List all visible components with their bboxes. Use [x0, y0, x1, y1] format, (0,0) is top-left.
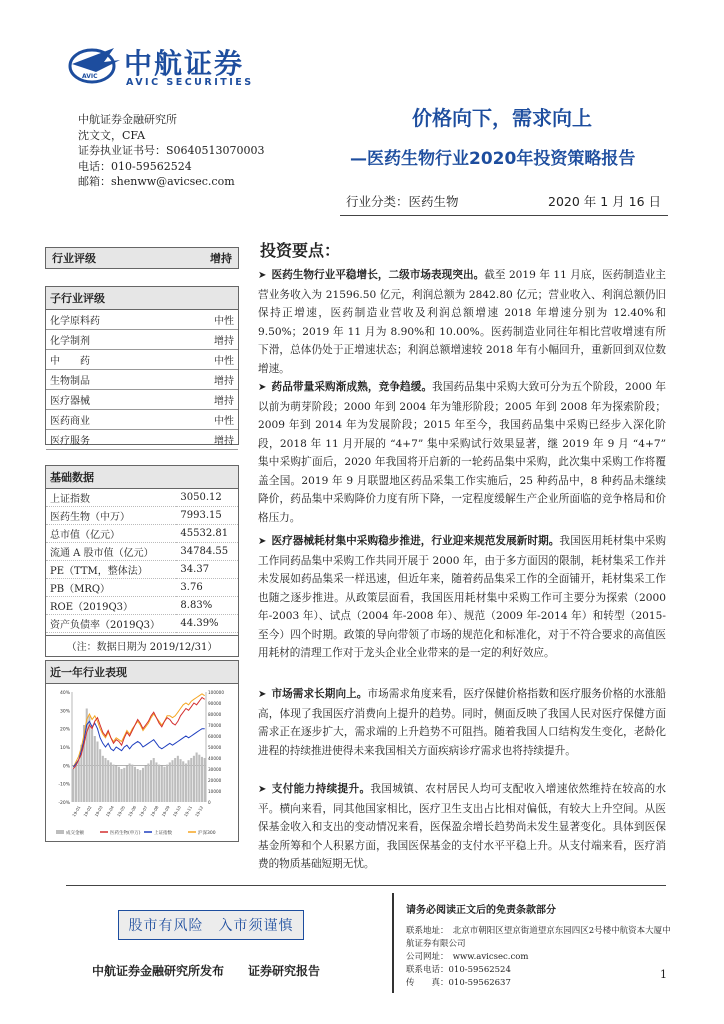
volume-bar — [134, 767, 136, 802]
volume-bar — [115, 766, 117, 802]
volume-bar — [193, 756, 195, 802]
volume-bar — [94, 736, 96, 802]
paragraph-text: 我国药品集中采购大致可分为五个阶段，2000 年以前为萌芽阶段；2000 年到 2004 年为雏形阶段；2005 年到 2008 年为探索阶段；2009 年到 2014 年为发展阶段；2015 年至今，我国药品集中采购已经步入深化阶段，2018 年 11 月开展的 “4+7” 集中采购试行效果显著，继 2019 年 9 月 “4+7” 集中采购扩面后，2020 年我国将开启新的一轮药品集中采购，此次集中采购工作将覆盖全国。2019 年 9 月联盟地区药品采集工作实施后，25 种药品中，8 种药品未继续降价，药品集中采购降价力度有所下降，一定程度缓解生产企业所面临的竞争格局和价格压力。 — [258, 381, 667, 524]
rating-box — [45, 247, 239, 269]
report-title: 价格向下，需求向上 — [412, 106, 592, 130]
sub-rating-value: 增持 — [175, 370, 238, 390]
volume-bar — [166, 765, 168, 802]
y-tick-label: 20% — [59, 727, 70, 733]
license: 证券执业证书号：S0640513070003 — [78, 144, 265, 157]
volume-bar — [131, 765, 133, 802]
x-tick-label: 19-04 — [104, 804, 115, 818]
y2-tick-label: 70000 — [208, 723, 222, 728]
basic-value: 45532.81 — [176, 525, 238, 543]
x-tick-label: 19-03 — [93, 804, 104, 818]
volume-bar — [107, 760, 109, 802]
basic-value: 3.76 — [176, 579, 238, 597]
volume-bar — [188, 760, 190, 802]
sub-rating-box — [45, 286, 239, 445]
volume-bar — [185, 764, 187, 803]
volume-bar — [113, 765, 115, 802]
fax: 传 真：010-59562637 — [406, 978, 511, 988]
volume-bar — [102, 756, 104, 802]
volume-bar — [88, 716, 90, 802]
sub-rating-value: 增持 — [175, 390, 238, 410]
arrow-bullet-icon: ➤ — [258, 689, 267, 700]
table-row — [46, 615, 238, 633]
basic-value: 34784.55 — [176, 543, 238, 561]
plane-text: AVIC — [82, 73, 98, 80]
legend-label: 医药生物(申万) — [110, 831, 141, 836]
volume-bar — [104, 758, 106, 802]
logo — [66, 40, 256, 90]
basic-value: 44.39% — [176, 615, 238, 633]
publisher: 中航证券金融研究所发布 证券研究报告 — [92, 964, 321, 978]
volume-bar — [158, 765, 160, 802]
paragraph-text: 我国城镇、农村居民人均可支配收入增速依然维持在较高的水平。横向来看，同其他国家相比，医疗卫生支出占比相对偏低，有较大上升空间。从医保基金收入和支出的变动情况来看，医保盈余增长趋势尚未发生显著变化。具体到医保基金所筹和个人积累方面，我国医保基金的支付水平平稳上升。从支付端来看，医疗消费的物质基础短期无忧。 — [258, 783, 667, 870]
y2-tick-label: 80000 — [208, 712, 222, 717]
basic-name: PB（MRQ） — [46, 579, 176, 597]
paragraph-lead: 支付能力持续提升。 — [271, 783, 371, 795]
basic-value: 34.37 — [176, 561, 238, 579]
website[interactable]: 公司网址： www.avicsec.com — [406, 952, 529, 962]
y-tick-label: -20% — [58, 801, 70, 806]
body-paragraph — [258, 780, 666, 874]
volume-bar — [99, 749, 101, 802]
legend-label: 沪深300 — [198, 831, 216, 836]
data-note: （注：数据日期为 2019/12/31） — [46, 635, 238, 653]
basic-data-title: 基础数据 — [46, 466, 238, 489]
basic-name: 上证指数 — [46, 489, 176, 507]
arrow-bullet-icon: ➤ — [258, 270, 267, 281]
paragraph-lead: 医药生物行业平稳增长，二级市场表现突出。 — [271, 269, 485, 281]
volume-bar — [169, 762, 171, 802]
report-date: 2020 年 1 月 16 日 — [548, 194, 662, 209]
basic-value: 7993.15 — [176, 507, 238, 525]
volume-bar — [150, 760, 152, 802]
paragraph-lead: 市场需求长期向上。 — [271, 688, 368, 700]
sub-rating-name: 化学制剂 — [46, 330, 175, 350]
sub-rating-value: 中性 — [175, 410, 238, 430]
arrow-bullet-icon: ➤ — [258, 784, 267, 795]
volume-bar — [145, 766, 147, 802]
volume-bar — [204, 758, 206, 802]
sub-rating-name: 医疗服务 — [46, 430, 175, 450]
logo-cn: 中航证券 — [124, 47, 245, 80]
table-row — [46, 370, 238, 390]
y2-tick-label: 30000 — [208, 767, 222, 772]
volume-bar — [182, 761, 184, 802]
plane-icon — [66, 42, 122, 86]
table-row — [46, 579, 238, 597]
y2-tick-label: 90000 — [208, 701, 222, 706]
arrow-bullet-icon: ➤ — [258, 536, 267, 547]
body-paragraph — [258, 685, 666, 760]
rating-value: 增持 — [210, 252, 232, 265]
basic-name: 总市值（亿元） — [46, 525, 176, 543]
volume-bar — [201, 757, 203, 802]
volume-bar — [129, 764, 131, 803]
rating-label: 行业评级 — [52, 252, 96, 265]
sub-rating-value: 中性 — [175, 310, 238, 330]
x-tick-label: 19-08 — [149, 804, 160, 818]
legend-label: 上证指数 — [154, 831, 172, 836]
perf-title: 近一年行业表现 — [46, 661, 238, 684]
volume-bar — [123, 768, 125, 802]
body-paragraph — [258, 378, 666, 527]
y2-tick-label: 50000 — [208, 745, 222, 750]
body-heading: 投资要点： — [260, 241, 341, 260]
table-row — [46, 525, 238, 543]
logo-en: AVIC SECURITIES — [126, 77, 254, 88]
sub-rating-name: 化学原料药 — [46, 310, 175, 330]
perf-chart — [46, 684, 236, 842]
y2-tick-label: 60000 — [208, 734, 222, 739]
volume-bar — [139, 770, 141, 802]
y-tick-label: 10% — [59, 746, 70, 751]
volume-bar — [121, 769, 123, 802]
volume-bar — [91, 729, 93, 802]
paragraph-lead: 医疗器械耗材集中采购稳步推进，行业迎来规范发展新时期。 — [271, 535, 560, 547]
footer-divider — [392, 893, 394, 993]
paragraph-lead: 药品带量采购渐成熟，竞争趋缓。 — [271, 381, 433, 393]
x-tick-label: 19-10 — [171, 804, 182, 818]
x-tick-label: 19-07 — [138, 804, 149, 818]
sub-rating-name: 医药商业 — [46, 410, 175, 430]
table-row — [46, 543, 238, 561]
sub-rating-value: 中性 — [175, 350, 238, 370]
y2-tick-label: 20000 — [208, 778, 222, 783]
basic-name: 资产负债率（2019Q3） — [46, 615, 176, 633]
table-row — [46, 310, 238, 330]
body-paragraph — [258, 532, 666, 663]
table-row — [46, 350, 238, 370]
table-row — [46, 489, 238, 507]
perf-box — [45, 660, 239, 842]
address: 联系地址： 北京市朝阳区望京街道望京东园四区2号楼中航资本大厦中航证券有限公司 — [406, 926, 671, 949]
sub-rating-name: 中 药 — [46, 350, 175, 370]
y-tick-label: 30% — [59, 709, 70, 715]
y-tick-label: 40% — [59, 691, 70, 696]
footer-rule — [66, 885, 666, 886]
basic-name: ROE（2019Q3） — [46, 597, 176, 615]
volume-bar — [147, 764, 149, 803]
volume-bar — [171, 760, 173, 802]
volume-bar — [190, 758, 192, 802]
volume-bar — [174, 758, 176, 802]
volume-bar — [155, 762, 157, 802]
author-name: 沈文文，CFA — [78, 128, 146, 142]
arrow-bullet-icon: ➤ — [258, 382, 267, 393]
volume-bar — [142, 768, 144, 802]
sub-rating-value: 增持 — [175, 430, 238, 450]
x-tick-label: 19-02 — [82, 804, 93, 818]
y2-tick-label: 0 — [208, 800, 211, 805]
volume-bar — [110, 762, 112, 802]
volume-bar — [78, 760, 80, 802]
sub-rating-table — [46, 310, 238, 450]
basic-name: 流通 A 股市值（亿元） — [46, 543, 176, 561]
table-row — [46, 430, 238, 450]
phone: 电话：010-59562524 — [78, 159, 192, 173]
table-row — [46, 390, 238, 410]
email: 邮箱：shenww@avicsec.com — [78, 175, 235, 188]
volume-bar — [198, 755, 200, 802]
legend-swatch — [56, 830, 64, 834]
industry-category: 行业分类：医药生物 — [346, 194, 459, 209]
title-rule — [340, 215, 668, 216]
author-block — [78, 112, 278, 190]
sub-rating-name: 医疗器械 — [46, 390, 175, 410]
page-number: 1 — [660, 968, 667, 981]
paragraph-text: 我国医用耗材集中采购工作同药品集中采购工作共同开展于 2000 年，由于多方面因的限制，耗材集采工作并未发展如药品集采一样迅速，但近年来，随着药品集采工作的全面铺开，耗材集采工作也随之逐步推进。从政策层面看，我国医用耗材集中采购工作可主要分为探索（2000 年-2003 年）、试点（2004 年-2008 年）、规范（2009 年-2014 年）和转型（2015-至今）四个时期。政策的导向带领了市场的规范化和标准化，对于不符合要求的高值医用耗材的清理工作对于龙头企业全业带来的是一定的利好效应。 — [258, 535, 667, 659]
y-tick-label: -10% — [58, 782, 70, 788]
basic-name: PE（TTM，整体法） — [46, 561, 176, 579]
volume-bar — [72, 769, 74, 802]
volume-bar — [137, 769, 139, 802]
footer-contact — [406, 904, 676, 990]
x-tick-label: 19-05 — [115, 804, 127, 818]
basic-value: 3050.12 — [176, 489, 238, 507]
basic-name: 医药生物（中万） — [46, 507, 176, 525]
volume-bar — [163, 767, 165, 802]
sub-rating-name: 生物制品 — [46, 370, 175, 390]
volume-bar — [177, 756, 179, 802]
disclaimer: 请务必阅读正文后的免责条款部分 — [406, 905, 556, 916]
contact-phone: 联系电话：010-59562524 — [406, 965, 511, 975]
basic-data-table — [46, 489, 238, 633]
institute: 中航证券金融研究所 — [78, 113, 177, 126]
table-row — [46, 597, 238, 615]
report-subtitle: —医药生物行业2020年投资策略报告 — [350, 149, 636, 169]
y2-tick-label: 10000 — [208, 789, 222, 794]
sub-rating-value: 增持 — [175, 330, 238, 350]
paragraph-text: 截至 2019 年 11 月底，医药制造业主营业务收入为 21596.50 亿元，利润总额为 2842.80 亿元；营业收入、利润总额仍旧保持正增速，医药制造业营收及利润总额增速 2018 年增速分别为 12.40%和 9.50%；2019 年 11 月为 8.90%和 10.00%。医药制造业同往年相比营收增速有所下滑，总体仍处于正增速状态；利润总额增速较 2018 年有小幅回升，重新回到双位数增速。 — [258, 269, 666, 375]
volume-bar — [196, 753, 198, 803]
table-row — [46, 410, 238, 430]
y2-tick-label: 100000 — [208, 690, 224, 695]
risk-text: 股市有风险 入市须谨慎 — [128, 918, 294, 934]
volume-bar — [180, 759, 182, 802]
volume-bar — [118, 767, 120, 802]
x-tick-label: 19-01 — [71, 804, 82, 818]
sub-rating-title: 子行业评级 — [46, 287, 238, 310]
paragraph-text: 市场需求角度来看，医疗保健价格指数和医疗服务价格的水涨船高，体现了我国医疗消费向上提升的趋势。同时，侧面反映了我国人民对医疗保健方面需求正在逐步扩大，需求端的上升趋势不可阻挡。随着我国人口结构发生变化，老龄化进程的持续推进使得未来我国相关方面疾病诊疗需求也将持续提升。 — [258, 688, 667, 757]
volume-bar — [126, 766, 128, 802]
body-paragraph — [258, 266, 666, 378]
table-row — [46, 330, 238, 350]
x-tick-label: 19-09 — [160, 804, 171, 818]
legend-label: 成交金额 — [66, 831, 84, 836]
y-tick-label: 0% — [62, 764, 70, 770]
x-tick-label: 19-11 — [182, 804, 194, 818]
volume-bar — [161, 766, 163, 802]
basic-value: 8.83% — [176, 597, 238, 615]
volume-bar — [75, 765, 77, 802]
table-row — [46, 507, 238, 525]
table-row — [46, 561, 238, 579]
volume-bar — [153, 758, 155, 802]
basic-data-box — [45, 465, 239, 657]
risk-box — [118, 910, 304, 940]
x-tick-label: 19-06 — [127, 804, 138, 818]
y2-tick-label: 40000 — [208, 756, 222, 761]
volume-bar — [96, 742, 98, 803]
x-tick-label: 19-12 — [194, 804, 205, 818]
